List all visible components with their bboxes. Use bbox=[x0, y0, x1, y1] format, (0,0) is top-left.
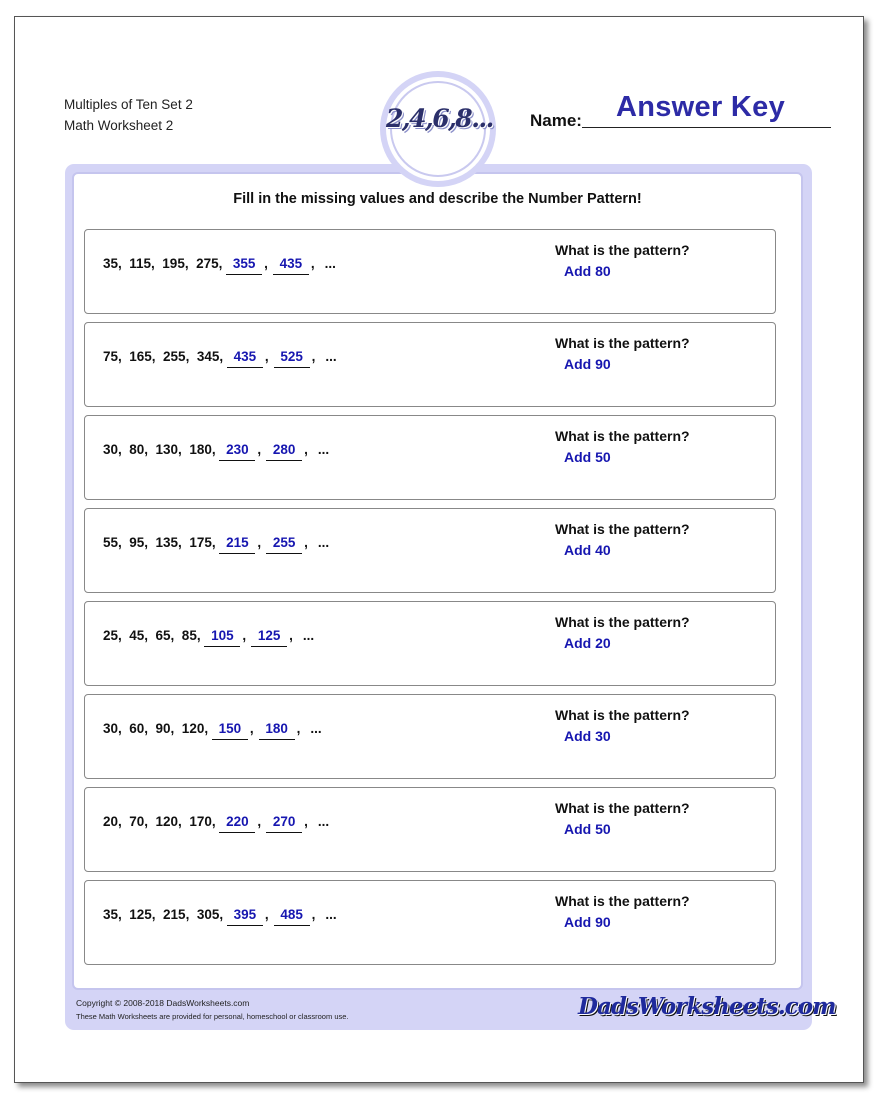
given-terms: 55, 95, 135, 175, bbox=[103, 535, 216, 550]
pattern-answer[interactable]: Add 30 bbox=[564, 728, 611, 744]
number-sequence bbox=[103, 907, 337, 926]
comma: , bbox=[242, 628, 247, 643]
usage-note: These Math Worksheets are provided for personal, homeschool or classroom use. bbox=[76, 1012, 349, 1021]
pattern-question: What is the pattern? bbox=[555, 521, 690, 537]
problem-box bbox=[84, 787, 776, 872]
answer-blank-1[interactable]: 395 bbox=[227, 907, 263, 926]
answer-blank-2[interactable]: 125 bbox=[251, 628, 287, 647]
ellipsis: ... bbox=[317, 442, 330, 457]
pattern-question: What is the pattern? bbox=[555, 335, 690, 351]
number-sequence bbox=[103, 814, 329, 833]
problem-box bbox=[84, 322, 776, 407]
comma: , bbox=[249, 721, 254, 736]
ellipsis: ... bbox=[324, 256, 336, 271]
pattern-answer[interactable]: Add 50 bbox=[564, 821, 611, 837]
comma: , bbox=[257, 535, 262, 550]
problem-box bbox=[84, 601, 776, 686]
pattern-answer[interactable]: Add 50 bbox=[564, 449, 611, 465]
comma: , bbox=[296, 721, 301, 736]
answer-blank-1[interactable]: 150 bbox=[212, 721, 248, 740]
comma: , bbox=[264, 907, 269, 922]
comma: , bbox=[311, 907, 316, 922]
pattern-question: What is the pattern? bbox=[555, 428, 690, 444]
answer-key-label: Answer Key bbox=[616, 91, 786, 123]
answer-blank-1[interactable]: 220 bbox=[219, 814, 255, 833]
answer-blank-1[interactable]: 215 bbox=[219, 535, 255, 554]
answer-blank-2[interactable]: 255 bbox=[266, 535, 302, 554]
given-terms: 35, 125, 215, 305, bbox=[103, 907, 224, 922]
pattern-question: What is the pattern? bbox=[555, 614, 690, 630]
given-terms: 25, 45, 65, 85, bbox=[103, 628, 201, 643]
number-sequence bbox=[103, 535, 329, 554]
pattern-answer[interactable]: Add 90 bbox=[564, 356, 611, 372]
answer-blank-1[interactable]: 435 bbox=[227, 349, 263, 368]
name-line bbox=[582, 127, 831, 128]
pattern-question: What is the pattern? bbox=[555, 893, 690, 909]
problem-box bbox=[84, 415, 776, 500]
comma: , bbox=[304, 442, 308, 457]
ellipsis: ... bbox=[317, 814, 330, 829]
given-terms: 35, 115, 195, 275, bbox=[103, 256, 223, 271]
number-sequence bbox=[103, 628, 314, 647]
answer-blank-2[interactable]: 280 bbox=[266, 442, 302, 461]
number-sequence bbox=[103, 349, 337, 368]
pattern-answer[interactable]: Add 40 bbox=[564, 542, 611, 558]
comma: , bbox=[311, 349, 316, 364]
pattern-question: What is the pattern? bbox=[555, 707, 690, 723]
given-terms: 30, 60, 90, 120, bbox=[103, 721, 209, 736]
number-sequence bbox=[103, 256, 336, 275]
number-sequence bbox=[103, 721, 322, 740]
answer-blank-2[interactable]: 270 bbox=[266, 814, 302, 833]
answer-blank-1[interactable]: 230 bbox=[219, 442, 255, 461]
number-pattern-logo: 2,4,6,8... bbox=[386, 104, 493, 133]
pattern-answer[interactable]: Add 80 bbox=[564, 263, 611, 279]
number-sequence bbox=[103, 442, 329, 461]
ellipsis: ... bbox=[302, 628, 315, 643]
answer-blank-1[interactable]: 105 bbox=[204, 628, 240, 647]
comma: , bbox=[264, 349, 269, 364]
ellipsis: ... bbox=[325, 907, 337, 922]
problem-box bbox=[84, 229, 776, 314]
comma: , bbox=[310, 256, 315, 271]
comma: , bbox=[289, 628, 293, 643]
ellipsis: ... bbox=[317, 535, 330, 550]
pattern-question: What is the pattern? bbox=[555, 800, 690, 816]
given-terms: 30, 80, 130, 180, bbox=[103, 442, 216, 457]
answer-blank-2[interactable]: 435 bbox=[273, 256, 309, 275]
problem-box bbox=[84, 508, 776, 593]
comma: , bbox=[264, 256, 268, 271]
comma: , bbox=[257, 442, 262, 457]
pattern-answer[interactable]: Add 90 bbox=[564, 914, 611, 930]
name-label: Name: bbox=[530, 111, 582, 130]
instructions: Fill in the missing values and describe the Number Pattern! bbox=[233, 191, 642, 207]
pattern-question: What is the pattern? bbox=[555, 242, 690, 258]
answer-blank-2[interactable]: 485 bbox=[274, 907, 310, 926]
problem-box bbox=[84, 880, 776, 965]
comma: , bbox=[257, 814, 262, 829]
answer-blank-1[interactable]: 355 bbox=[226, 256, 262, 275]
pattern-answer[interactable]: Add 20 bbox=[564, 635, 611, 651]
worksheet-subtitle: Math Worksheet 2 bbox=[64, 118, 174, 133]
problem-box bbox=[84, 694, 776, 779]
answer-blank-2[interactable]: 180 bbox=[259, 721, 295, 740]
given-terms: 75, 165, 255, 345, bbox=[103, 349, 224, 364]
comma: , bbox=[304, 814, 308, 829]
dadsworksheets-logo: DadsWorksheets.com bbox=[578, 993, 836, 1020]
comma: , bbox=[304, 535, 308, 550]
answer-blank-2[interactable]: 525 bbox=[274, 349, 310, 368]
ellipsis: ... bbox=[325, 349, 337, 364]
copyright-text: Copyright © 2008-2018 DadsWorksheets.com bbox=[76, 998, 250, 1008]
ellipsis: ... bbox=[310, 721, 322, 736]
given-terms: 20, 70, 120, 170, bbox=[103, 814, 216, 829]
worksheet-title: Multiples of Ten Set 2 bbox=[64, 97, 193, 112]
